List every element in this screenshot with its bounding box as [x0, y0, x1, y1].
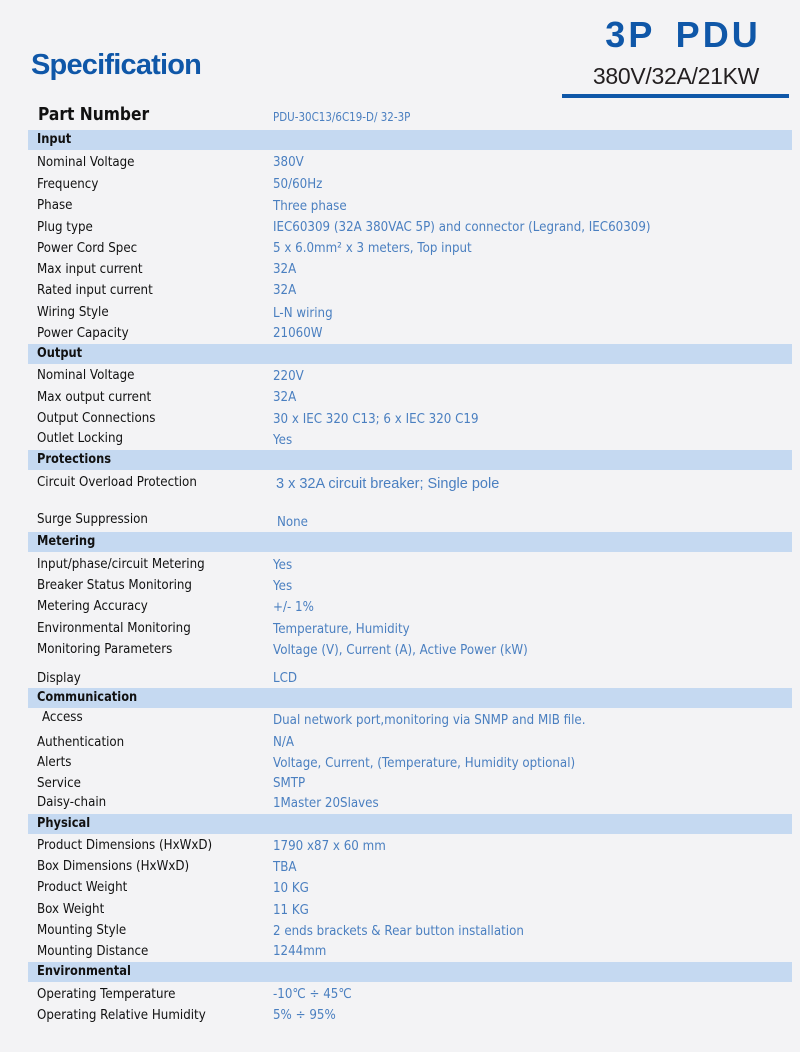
spec-label: Power Cord Spec	[37, 240, 138, 256]
spec-label: Max output current	[37, 389, 152, 405]
spec-label: Alerts	[37, 754, 72, 770]
spec-value: Yes	[273, 557, 293, 573]
spec-label: Box Dimensions (HxWxD)	[37, 858, 190, 874]
section-title-input: Input	[37, 132, 72, 147]
section-title-output: Output	[37, 346, 83, 361]
spec-value: 32A	[273, 261, 297, 277]
spec-label: Mounting Style	[37, 922, 127, 938]
page-title: Specification	[31, 49, 202, 81]
spec-label: Monitoring Parameters	[37, 641, 173, 657]
spec-label: Rated input current	[37, 282, 153, 298]
spec-label: Product Weight	[37, 879, 128, 895]
spec-value: LCD	[273, 670, 298, 686]
spec-label: Mounting Distance	[37, 943, 149, 959]
spec-label: Authentication	[37, 734, 125, 750]
spec-label: Environmental Monitoring	[37, 620, 191, 636]
spec-value: TBA	[273, 859, 297, 875]
spec-label: Phase	[37, 197, 73, 213]
spec-label: Input/phase/circuit Metering	[37, 556, 205, 572]
spec-value: 5 x 6.0mm² x 3 meters, Top input	[273, 240, 472, 256]
spec-label: Power Capacity	[37, 325, 129, 341]
section-header-communication	[28, 688, 792, 708]
section-header-protections	[28, 450, 792, 470]
spec-label: Box Weight	[37, 901, 105, 917]
section-header-physical	[28, 814, 792, 834]
spec-label: Nominal Voltage	[37, 367, 135, 383]
section-header-metering	[28, 532, 792, 552]
spec-value: Dual network port,monitoring via SNMP and MIB file.	[273, 712, 586, 728]
section-title-protections: Protections	[37, 452, 112, 467]
spec-label: Metering Accuracy	[37, 598, 148, 614]
spec-value: 32A	[273, 282, 297, 298]
spec-value: Three phase	[273, 198, 347, 214]
section-title-physical: Physical	[37, 816, 91, 831]
spec-value: Temperature, Humidity	[273, 621, 410, 637]
spec-label: Circuit Overload Protection	[37, 474, 197, 490]
spec-value: Yes	[273, 432, 293, 448]
spec-label: Operating Temperature	[37, 986, 176, 1002]
spec-value: 50/60Hz	[273, 176, 323, 192]
spec-value: 21060W	[273, 325, 323, 341]
spec-value: Yes	[273, 578, 293, 594]
spec-label: Plug type	[37, 219, 93, 235]
title-underline-divider	[562, 94, 789, 98]
spec-value: 3 x 32A circuit breaker; Single pole	[276, 476, 500, 492]
section-header-input	[28, 130, 792, 150]
product-rating: 380V/32A/21KW	[592, 63, 760, 89]
section-title-communication: Communication	[37, 690, 138, 705]
spec-value: 220V	[273, 368, 304, 384]
spec-value: 380V	[273, 154, 304, 170]
spec-value: 1244mm	[273, 943, 327, 959]
spec-label: Output Connections	[37, 410, 156, 426]
spec-value: -10℃ ÷ 45℃	[273, 986, 352, 1002]
part-number-label: Part Number	[38, 104, 150, 125]
part-number-value: PDU-30C13/6C19-D/ 32-3P	[273, 110, 411, 124]
spec-value: IEC60309 (32A 380VAC 5P) and connector (Legrand, IEC60309)	[273, 219, 651, 235]
spec-value: 5% ÷ 95%	[273, 1007, 336, 1023]
spec-label: Service	[37, 775, 81, 791]
spec-label: Surge Suppression	[37, 511, 148, 527]
spec-label: Daisy-chain	[37, 794, 107, 810]
spec-value: Voltage (V), Current (A), Active Power (kW)	[273, 642, 528, 658]
section-header-environmental	[28, 962, 792, 982]
spec-label: Nominal Voltage	[37, 154, 135, 170]
spec-value: L-N wiring	[273, 305, 333, 321]
spec-label: Frequency	[37, 176, 99, 192]
spec-value: None	[277, 514, 309, 530]
spec-value: 1Master 20Slaves	[273, 795, 379, 811]
spec-label: Access	[42, 709, 83, 725]
section-header-output	[28, 344, 792, 364]
spec-label: Outlet Locking	[37, 430, 124, 446]
spec-value: Voltage, Current, (Temperature, Humidity optional)	[273, 755, 576, 771]
spec-label: Operating Relative Humidity	[37, 1007, 206, 1023]
product-name: 3P PDU	[605, 14, 761, 55]
spec-label: Wiring Style	[37, 304, 109, 320]
spec-value: 1790 x87 x 60 mm	[273, 838, 386, 854]
spec-value: +/- 1%	[273, 599, 314, 615]
spec-value: 10 KG	[273, 880, 309, 896]
section-title-metering: Metering	[37, 534, 96, 549]
spec-value: SMTP	[273, 775, 306, 791]
spec-label: Breaker Status Monitoring	[37, 577, 192, 593]
spec-value: 11 KG	[273, 902, 309, 918]
section-title-environmental: Environmental	[37, 964, 131, 979]
spec-value: 32A	[273, 389, 297, 405]
spec-label: Max input current	[37, 261, 143, 277]
spec-value: 2 ends brackets & Rear button installation	[273, 923, 524, 939]
spec-label: Product Dimensions (HxWxD)	[37, 837, 213, 853]
spec-value: N/A	[273, 734, 295, 750]
spec-label: Display	[37, 670, 81, 686]
spec-value: 30 x IEC 320 C13; 6 x IEC 320 C19	[273, 411, 479, 427]
